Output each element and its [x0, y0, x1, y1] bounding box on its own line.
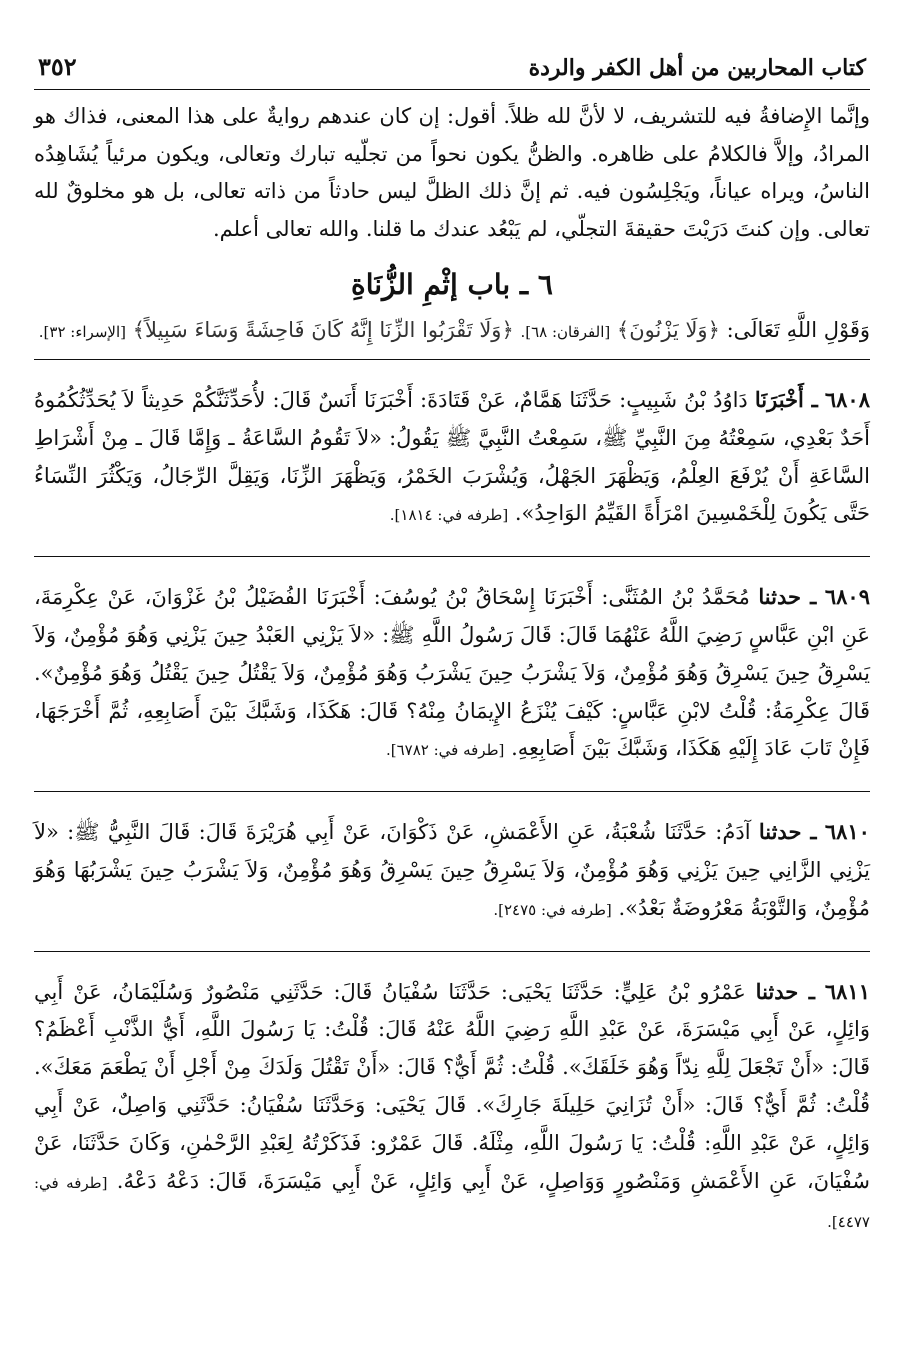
- hadith-6811: [34, 973, 870, 1243]
- chapter-ayah: [34, 311, 870, 351]
- hadith-lead: ـ حدثنا: [758, 819, 817, 845]
- verse-reference-1: [الفرقان: ٦٨].: [520, 323, 611, 341]
- hadith-text: عَمْرُو بْنُ عَلِيٍّ: حَدَّثَنَا يَحْيَى: حَدَّثَنَا سُفْيَانُ قَالَ: حَدَّثَنِي مَنْصُورٌ وَسُلَيْمَانُ، عَنْ أَبِي وَائِلٍ، عَنْ أَبِي مَيْسَرَةَ، عَنْ عَبْدِ اللَّهِ رَضِيَ اللَّهُ عَنْهُ قَالَ: قُلْتُ: يَا رَسُولَ اللَّهِ، أَيُّ الذَّنْبِ أَعْظَمُ؟ قَالَ: «أَنْ تَجْعَلَ لِلَّهِ نِدّاً وَهُوَ خَلَقَكَ». قُلْتُ: ثُمَّ أَيٌّ؟ قَالَ: «أَنْ تَقْتُلَ وَلَدَكَ مِنْ أَجْلِ أَنْ يَطْعَمَ مَعَكَ». قُلْتُ: ثُمَّ أَيٌّ؟ قَالَ: «أَنْ تُزَانِيَ حَلِيلَةَ جَارِكَ». قَالَ يَحْيَى: وَحَدَّثَنَا سُفْيَانُ: حَدَّثَنِي وَاصِلٌ، عَنْ أَبِي وَائِلٍ، عَنْ عَبْدِ اللَّهِ: قُلْتُ: يَا رَسُولَ اللَّهِ، مِثْلَهُ. قَالَ عَمْرٌو: فَذَكَرْتُهُ لِعَبْدِ الرَّحْمٰنِ، وَكَانَ حَدَّثَنَا، عَنْ سُفْيَانَ، عَنِ الأَعْمَشِ وَمَنْصُورٍ وَوَاصِلٍ، عَنْ أَبِي وَائِلٍ، عَنْ أَبِي مَيْسَرَةَ، قَالَ: دَعْهُ دَعْهُ.: [34, 979, 870, 1193]
- intro-paragraph: وإنَّما الإِضافةُ فيه للتشريف، لا لأنَّ لله ظلاً. أقول: إن كان عندهم روايةٌ على هذا المعنى، فذاك هو المرادُ، وإلاَّ فالكلامُ على ظاهره. والظنُّ يكون نحواً من تجلّيه تبارك وتعالى، ويكون مرئياً يُشَاهِدُه الناسُ، ويراه عياناً، ويَجْلِسُون فيه. ثم إنَّ ذلك الظلَّ ليس حادثاً من ذاته تعالى، بل هو مخلوقٌ لله تعالى. وإن كنتَ دَرَيْتَ حقيقةَ التجلّي، لم يَبْعُد عندك ما قلنا. والله تعالى أعلم.: [34, 104, 870, 241]
- hadith-6810: [34, 813, 870, 929]
- divider: [34, 556, 870, 557]
- hadith-reference: [طرفه في: ٦٧٨٢].: [385, 741, 505, 760]
- page-header: [34, 52, 870, 90]
- hadith-number: ٦٨٠٨: [824, 387, 870, 412]
- hadith-text: دَاوُدُ بْنُ شَبِيبٍ: حَدَّثَنَا هَمَّامٌ، عَنْ قَتَادَةَ: أَخْبَرَنَا أَنَسٌ قَالَ: لأُحَدِّثَنَّكُمْ حَدِيثاً لاَ يُحَدِّثُكُمُوهُ أَحَدٌ بَعْدِي، سَمِعْتُهُ مِنَ النَّبِيِّ ﷺ، سَمِعْتُ النَّبِيَّ ﷺ يَقُولُ: «لاَ تَقُومُ السَّاعَةُ ـ وَإِمَّا قَالَ ـ مِنْ أَشْرَاطِ السَّاعَةِ أَنْ يُرْفَعَ العِلْمُ، وَيَظْهَرَ الجَهْلُ، وَيُشْرَبَ الخَمْرُ، وَيَظْهَرَ الزِّنَا، وَيَقِلَّ الرِّجَالُ، وَيَكْثُرَ النِّسَاءُ حَتَّى يَكُونَ لِلْخَمْسِينَ امْرَأَةً القَيِّمُ الوَاحِدُ».: [34, 388, 870, 526]
- hadith-text: مُحَمَّدُ بْنُ المُثَنَّى: أَخْبَرَنَا إِسْحَاقُ بْنُ يُوسُفَ: أَخْبَرَنَا الفُضَيْلُ بْنُ غَزْوَانَ، عَنْ عِكْرِمَةَ، عَنِ ابْنِ عَبَّاسٍ رَضِيَ اللَّهُ عَنْهُمَا قَالَ: قَالَ رَسُولُ اللَّهِ ﷺ: «لاَ يَزْنِي العَبْدُ حِينَ يَزْنِي وَهُوَ مُؤْمِنٌ، وَلاَ يَسْرِقُ حِينَ يَسْرِقُ وَهُوَ مُؤْمِنٌ، وَلاَ يَشْرَبُ حِينَ يَشْرَبُ وَهُوَ مُؤْمِنٌ، وَلاَ يَقْتُلُ حِينَ يَقْتُلُ وَهُوَ مُؤْمِنٌ». قَالَ عِكْرِمَةُ: قُلْتُ لابْنِ عَبَّاسٍ: كَيْفَ يُنْزَعُ الإِيمَانُ مِنْهُ؟ قَالَ: هَكَذَا، وَشَبَّكَ بَيْنَ أَصَابِعِهِ، ثُمَّ أَخْرَجَهَا، فَإِنْ تَابَ عَادَ إِلَيْهِ هَكَذَا، وَشَبَّكَ بَيْنَ أَصَابِعِهِ.: [34, 585, 870, 761]
- hadith-6808: [34, 381, 870, 535]
- hadith-lead: ـ حدثنا: [755, 978, 815, 1004]
- book-page: [34, 52, 870, 1263]
- divider: [34, 359, 870, 360]
- hadith-6809: [34, 578, 870, 770]
- hadith-reference: [طرفه في: ٤٤٧٧].: [34, 1173, 870, 1232]
- hadith-number: ٦٨١٠: [824, 819, 870, 845]
- divider: [34, 791, 870, 792]
- verse-reference-2: [الإسراء: ٣٢].: [38, 323, 126, 341]
- hadith-reference: [طرفه في: ٢٤٧٥].: [493, 900, 612, 919]
- running-title: كتاب المحاربين من أهل الكفر والردة: [528, 55, 866, 81]
- chapter-title: ٦ ـ باب إثْمِ الزُّنَاةِ: [351, 268, 553, 301]
- quran-verse-2: ﴿وَلَا تَقْرَبُوا الزِّنَا إِنَّهُ كَانَ فَاحِشَةً وَسَاءَ سَبِيلاً﴾: [132, 318, 514, 342]
- quran-verse-1: ﴿وَلَا يَزْنُونَ﴾: [616, 318, 720, 342]
- hadith-lead: ـ أَخْبَرَنَا: [754, 387, 818, 412]
- page-number: ٣٥٢: [38, 52, 77, 81]
- divider: [34, 951, 870, 952]
- hadith-reference: [طرفه في: ١٨١٤].: [389, 506, 509, 525]
- ayah-lead: وَقَوْلِ اللَّهِ تَعَالَى:: [726, 318, 870, 342]
- hadith-text: آدَمُ: حَدَّثَنَا شُعْبَةُ، عَنِ الأَعْمَشِ، عَنْ ذَكْوَانَ، عَنْ أَبِي هُرَيْرَةَ قَالَ: قَالَ النَّبِيُّ ﷺ: «لاَ يَزْنِي الزَّانِي حِينَ يَزْنِي وَهُوَ مُؤْمِنٌ، وَلاَ يَسْرِقُ حِينَ يَسْرِقُ وَهُوَ مُؤْمِنٌ، وَلاَ يَشْرَبُ حِينَ يَشْرَبُهَا وَهُوَ مُؤْمِنٌ، وَالتَّوْبَةُ مَعْرُوضَةٌ بَعْدُ».: [34, 820, 870, 920]
- hadith-lead: ـ حدثنا: [758, 584, 817, 610]
- hadith-number: ٦٨٠٩: [824, 584, 870, 610]
- hadith-number: ٦٨١١: [824, 978, 870, 1004]
